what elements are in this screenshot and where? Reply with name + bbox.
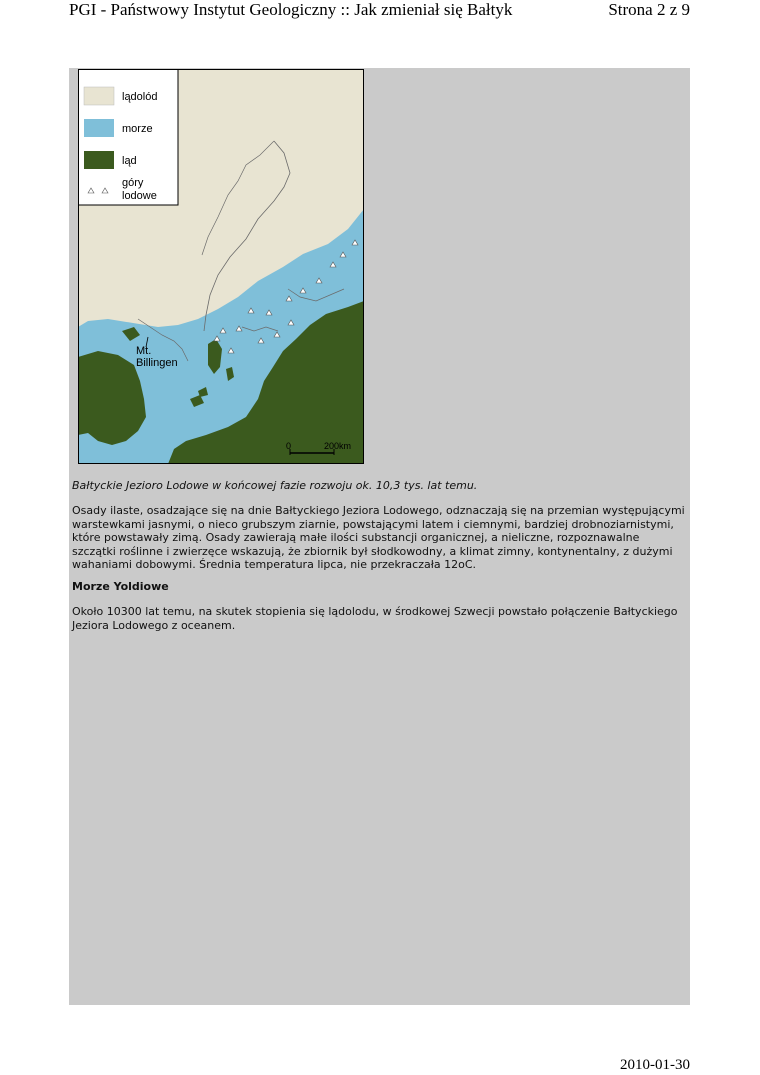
scale-end-label: 200km (324, 441, 352, 451)
legend-swatch-sea (84, 119, 114, 137)
baltic-ice-lake-map (78, 69, 364, 464)
legend-swatch-ice (84, 87, 114, 105)
paragraph-yoldia: Około 10300 lat temu, na skutek stopienia się lądolodu, w środkowej Szwecji powstało połączenie Bałtyckiego Jeziora Lodowego z oceanem. (72, 605, 678, 632)
section-heading: Morze Yoldiowe (72, 580, 169, 593)
page-number: Strona 2 z 9 (608, 0, 690, 19)
legend-label-land: ląd (122, 155, 137, 167)
footer-date: 2010-01-30 (620, 1057, 690, 1073)
legend-label-icebergs-line1: góry (122, 177, 144, 189)
legend-label-icebergs-line2: lodowe (122, 190, 157, 202)
map-caption: Bałtyckie Jezioro Lodowe w końcowej fazie rozwoju ok. 10,3 tys. lat temu. (72, 479, 478, 492)
scale-start-label: 0 (286, 441, 292, 451)
content-panel (69, 68, 690, 1005)
document-title: PGI - Państwowy Instytut Geologiczny :: Jak zmieniał się Bałtyk (69, 0, 513, 19)
legend-label-ice: lądolód (122, 91, 158, 103)
paragraph-sediments: Osady ilaste, osadzające się na dnie Bałtyckiego Jeziora Lodowego, odznaczają się na przemian występującymi warstewkami jasnymi, o nieco grubszym ziarnie, powstającymi latem i ciemnymi, bardziej drobnoziarnistymi, które powstawały zimą. Osady zawierają małe ilości substancji organicznej, a nieliczne, rozpoznawalne szczątki roślinne i zwierzęce wskazują, że zbiornik był słodkowodny, a klimat zimny, kontynentalny, z dużymi wahaniami dobowymi. Średnia temperatura lipca, nie przekraczała 12oC. (72, 504, 685, 572)
legend-label-sea: morze (122, 123, 153, 135)
map-graphic (78, 69, 364, 464)
place-label-line1: Mt. (136, 345, 152, 357)
place-label-line2: Billingen (136, 357, 178, 369)
legend-swatch-land (84, 151, 114, 169)
